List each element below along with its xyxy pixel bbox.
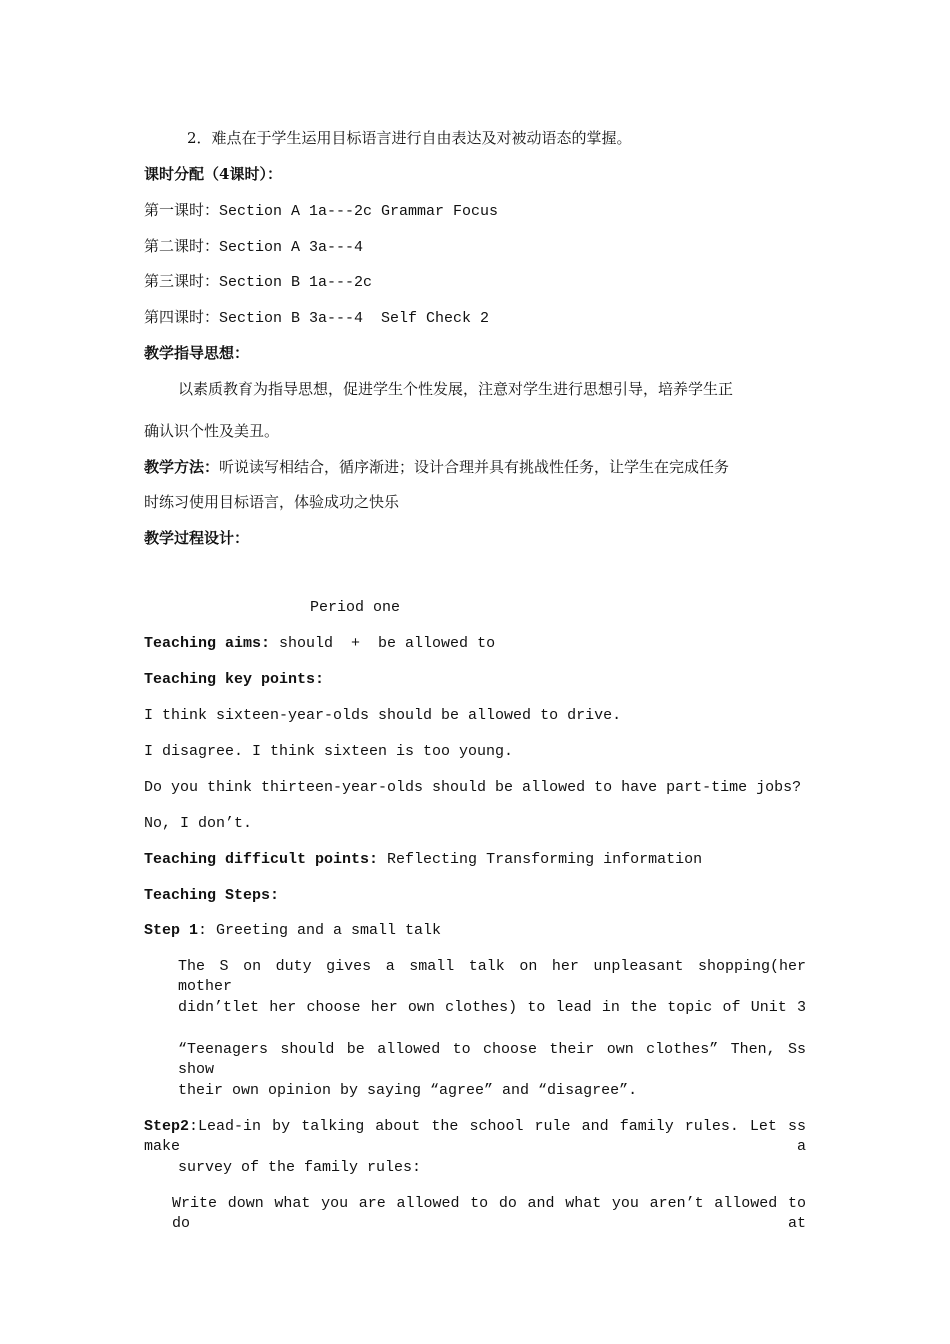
- period-title: Period one: [310, 599, 401, 616]
- aims-label: Teaching aims:: [144, 635, 271, 652]
- method-line-2: 时练习使用目标语言，体验成功之快乐: [144, 493, 400, 511]
- step1-label: Step 1: [144, 922, 199, 939]
- key-points-label: Teaching key points:: [144, 671, 325, 688]
- key-point: Do you think thirteen-year-olds should be allowed to have part-time jobs?: [144, 779, 802, 796]
- step2-line-2: survey of the family rules:: [178, 1159, 422, 1176]
- step1-body-line: The S on duty gives a small talk on her unpleasant shopping(her mother: [178, 958, 806, 995]
- difficult-line: [144, 850, 702, 870]
- method-label: 教学方法：: [144, 458, 220, 476]
- step2-label: Step2: [144, 1118, 190, 1135]
- period-label: 第三课时：: [144, 272, 220, 290]
- period-text: Section A 3a---4: [219, 239, 364, 256]
- guiding-line-1: 以素质教育为指导思想，促进学生个性发展，注意对学生进行思想引导，培养学生正: [178, 380, 734, 398]
- period-text: Section B 3a---4 Self Check 2: [219, 310, 490, 327]
- step2-text: :Lead-in by talking about the school rule and family rules. Let ss make a: [144, 1118, 806, 1155]
- step2-line-3: Write down what you are allowed to do and what you aren’t allowed to do at: [172, 1195, 806, 1232]
- period-label: 第一课时：: [144, 201, 220, 219]
- method-text: 听说读写相结合，循序渐进；设计合理并具有挑战性任务，让学生在完成任务: [219, 458, 730, 476]
- period-label: 第四课时：: [144, 308, 220, 326]
- period-line-3: [144, 271, 372, 293]
- allocation-heading: 课时分配（4课时）：: [144, 165, 282, 183]
- step1-body-line: didn’tlet her choose her own clothes) to lead in the topic of Unit 3: [178, 999, 806, 1016]
- step1-body-line: their own opinion by saying “agree” and “disagree”.: [178, 1082, 638, 1099]
- difficult-text: Reflecting Transforming information: [378, 851, 703, 868]
- period-line-2: [144, 236, 363, 258]
- aims-text: should + be allowed to: [270, 635, 496, 652]
- period-text: Section A 1a---2c Grammar Focus: [219, 203, 499, 220]
- period-line-1: [144, 200, 498, 222]
- guiding-heading: 教学指导思想：: [144, 344, 250, 362]
- period-label: 第二课时：: [144, 237, 220, 255]
- key-point: I think sixteen-year-olds should be allowed to drive.: [144, 707, 622, 724]
- period-text: Section B 1a---2c: [219, 274, 373, 291]
- step1-title: : Greeting and a small talk: [198, 922, 442, 939]
- step2-line-1: [144, 1117, 806, 1157]
- step1-line: [144, 921, 441, 941]
- difficult-label: Teaching difficult points:: [144, 851, 379, 868]
- period-line-4: [144, 307, 489, 329]
- key-point: No, I don’t.: [144, 815, 253, 832]
- aims-line: [144, 634, 495, 654]
- method-line-1: [144, 457, 729, 477]
- steps-label: Teaching Steps:: [144, 887, 280, 904]
- guiding-line-2: 确认识个性及美丑。: [144, 422, 280, 440]
- key-point: I disagree. I think sixteen is too young.: [144, 743, 514, 760]
- step1-body-line: “Teenagers should be allowed to choose their own clothes” Then, Ss show: [178, 1041, 806, 1078]
- difficulty-line: 2．难点在于学生运用目标语言进行自由表达及对被动语态的掌握。: [187, 129, 632, 147]
- process-heading: 教学过程设计：: [144, 529, 250, 547]
